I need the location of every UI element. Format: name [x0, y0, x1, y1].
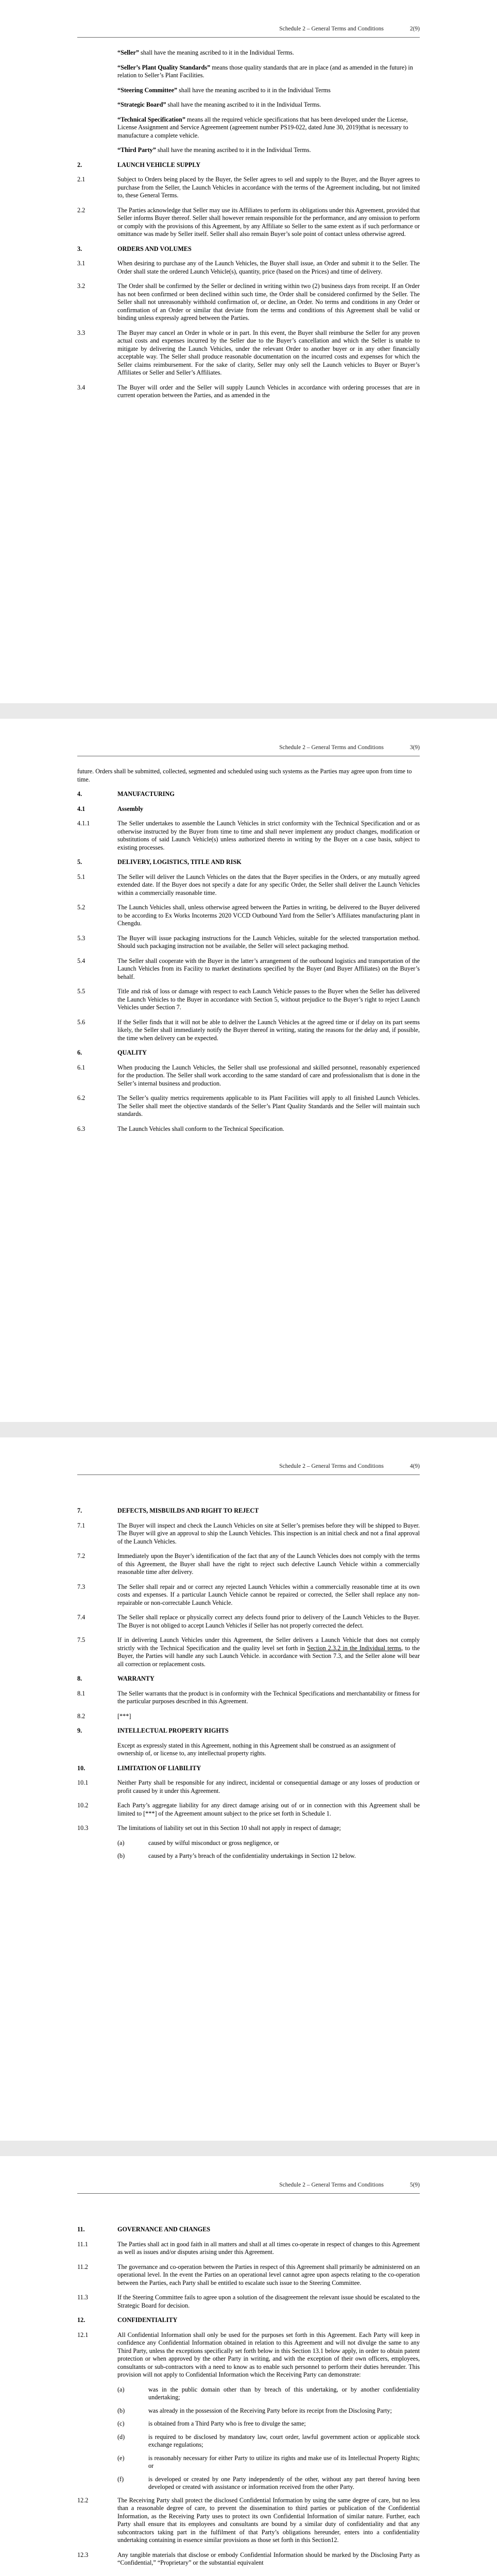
clause: 3.4 The Buyer will order and the Seller will supply Launch Vehicles in accordance with ordering processes that are in current operation between the Parties, and as amended in the	[77, 383, 420, 399]
section-heading: 11. GOVERNANCE AND CHANGES	[77, 2226, 211, 2233]
definition: “Strategic Board” shall have the meaning ascribed to it in the Individual Terms.	[117, 101, 321, 108]
section-heading: 2. LAUNCH VEHICLE SUPPLY	[77, 161, 201, 168]
section-reference: Section 2.3.2 in the Individual terms	[307, 1644, 402, 1652]
section-heading: 3. ORDERS AND VOLUMES	[77, 245, 192, 252]
page-body	[77, 2226, 420, 2574]
list-item: (c) is obtained from a Third Party who is free to divulge the same;	[117, 2420, 306, 2427]
clause: 11.2 The governance and co-operation between the Parties in respect of this Agreement shall primarily be administered on an operational level. In the event the Parties on an operational level cannot agree upon aspects relating to the co-operation between the Parties, each Party shall be entitled to escalate such issue to the Steering Committee.	[77, 2263, 420, 2286]
header-title: Schedule 2 – General Terms and Conditions	[279, 1463, 384, 1469]
clause: 7.1 The Buyer will inspect and check the Launch Vehicles on site at Seller’s premises before they will be shipped to Buyer. The Buyer will give an approval to ship the Launch Vehicles. This inspection is an initial check and not a final approval of the Launch Vehicles.	[77, 1521, 420, 1545]
continued-text: future. Orders shall be submitted, collected, segmented and scheduled using such systems as the Parties may agree upon from time to time.	[77, 768, 412, 783]
subsection-heading: 4.1 Assembly	[77, 805, 144, 812]
header-rule	[77, 2193, 420, 2194]
clause: 5.5 Title and risk of loss or damage with respect to each Launch Vehicle passes to the Buyer when the Seller has delivered the Launch Vehicles to the Buyer in accordance with Section 5, without prejudice to the Buyer’s right to reject Launch Vehicles under Section 7.	[77, 988, 420, 1011]
page-gap	[0, 703, 497, 719]
clause: 10.3 The limitations of liability set out in this Section 10 shall not apply in respect of damage;	[77, 1824, 341, 1832]
section-heading: 8. WARRANTY	[77, 1675, 155, 1682]
header-title: Schedule 2 – General Terms and Conditions	[279, 26, 384, 32]
clause: 12.2 The Receiving Party shall protect the disclosed Confidential Information by using the same degree of care, but no less than a reasonable degree of care, to prevent the dissemination to third parties or publication of the Confidential Information, as the Receiving Party uses to protect its own Confidential Information of similar nature. Further, each Party shall ensure that its employees and consultants are bound by a similar duty of confidentiality and that any subcontractors taking part in the fulfilment of that Party’s obligations hereunder, enters into a confidentiality undertaking containing in essence similar provisions as those set forth in this Section12.	[77, 2496, 420, 2544]
section-heading: 9. INTELLECTUAL PROPERTY RIGHTS	[77, 1727, 229, 1734]
section-heading: 5. DELIVERY, LOGISTICS, TITLE AND RISK	[77, 858, 242, 866]
clause: 7.2 Immediately upon the Buyer’s identification of the fact that any of the Launch Vehicles does not comply with the terms of this Agreement, the Buyer shall have the right to reject such defective Launch Vehicle within a commercially reasonable time after delivery.	[77, 1552, 420, 1575]
clause: 6.1 When producing the Launch Vehicles, the Seller shall use professional and skilled personnel, reasonably experienced for the production. The Seller shall work according to the same standard of care and professionalism that is done in the Seller’s internal business and production.	[77, 1063, 420, 1087]
page-header	[77, 2182, 420, 2188]
clause: 7.4 The Seller shall replace or physically correct any defects found prior to delivery of the Launch Vehicles to the Buyer. The Buyer is not obliged to accept Launch Vehicles if Seller has not properly corrected the defect.	[77, 1614, 420, 1629]
page-number: 2(9)	[409, 26, 420, 32]
clause: 5.4 The Seller shall cooperate with the Buyer in the latter’s arrangement of the outbound logistics and transportation of the Launch Vehicles from its Facility to market destinations specified by the Buyer (and Buyer Affiliates) on the Buyer’s behalf.	[77, 957, 420, 980]
clause: 10.1 Neither Party shall be responsible for any indirect, incidental or consequential damage or any losses of production or profit caused by it under this Agreement.	[77, 1779, 420, 1794]
list-item: (d) is required to be disclosed by mandatory law, court order, lawful government action or applicable stock exchange regulations;	[117, 2433, 420, 2448]
clause: 3.1 When desiring to purchase any of the Launch Vehicles, the Buyer shall issue, an Order and submit it to the Seller. The Order shall state the ordered Launch Vehicle(s), quantity, price (based on the Prices) and time of delivery.	[77, 260, 420, 275]
list-item: (b) caused by a Party’s breach of the confidentiality undertakings in Section 12 below.	[117, 1852, 356, 1859]
clause-text: Except as expressly stated in this Agreement, nothing in this Agreement shall be construed as an assignment of ownership of, or license to, any intellectual property rights.	[117, 1741, 396, 1757]
section-heading: 4. MANUFACTURING	[77, 790, 175, 798]
page-number: 4(9)	[409, 1463, 420, 1469]
definition: “Seller” shall have the meaning ascribed to it in the Individual Terms.	[117, 49, 294, 56]
clause: 2.1 Subject to Orders being placed by the Buyer, the Seller agrees to sell and supply to the Buyer, and the Buyer agrees to purchase from the Seller, the Launch Vehicles in accordance with the terms of the Agreement including, but not limited to, these General Terms.	[77, 176, 420, 199]
section-heading: 7. DEFECTS, MISBUILDS AND RIGHT TO REJECT	[77, 1507, 259, 1514]
page-header	[77, 1463, 420, 1469]
page-gap	[0, 2141, 497, 2156]
clause: 8.1 The Seller warrants that the product is in conformity with the Technical Specifications and merchantability or fitness for the particular purposes described in this Agreement.	[77, 1689, 420, 1705]
definition: “Steering Committee” shall have the meaning ascribed to it in the Individual Terms	[117, 86, 331, 94]
document-page-3	[0, 719, 497, 1422]
page-gap	[0, 1422, 497, 1437]
clause: 10.2 Each Party’s aggregate liability for any direct damage arising out of or in connection with this Agreement shall be limited to [***] of the Agreement amount subject to the price set forth in Schedule 1.	[77, 1802, 420, 1817]
clause: 3.3 The Buyer may cancel an Order in whole or in part. In this event, the Buyer shall reimburse the Seller for any proven actual costs and expenses incurred by the Seller due to the Buyer’s cancellation and which the Seller is unable to mitigate by delivering the Launch Vehicles, under the relevant Order to another buyer or in any other financially acceptable way. The Seller shall produce reasonable documentation on the incurred costs and expenses for which the Seller claims reimbursement. For the sake of clarity, Seller may only sell the Launch vehicles to Buyer or Buyer’s Affiliates or Seller and Seller’s Affiliates.	[77, 329, 420, 376]
clause: 12.1 All Confidential Information shall only be used for the purposes set forth in this Agreement. Each Party will keep in confidence any Confidential Information obtained in relation to this Agreement and will not divulge the same to any Third Party, unless the exceptions specifically set forth below in this Section 13.1 below apply, in order to obtain patent protection or when approved by the other Party in writing, and with the exception of their own officers, employees, consultants or sub-contractors with a need to know as to enable such personnel to perform their duties hereunder. This provision will not apply to Confidential Information which the Receiving Party can demonstrate:	[77, 2331, 420, 2378]
header-rule	[77, 37, 420, 38]
clause: 8.2 [***]	[77, 1712, 131, 1720]
clause: 11.1 The Parties shall act in good faith in all matters and shall at all times co-operate in respect of changes to this Agreement as well as issues and/or disputes arising under this Agreement.	[77, 2240, 420, 2256]
page-number: 5(9)	[409, 2182, 420, 2188]
page-body	[77, 49, 420, 406]
header-title: Schedule 2 – General Terms and Conditions	[279, 2182, 384, 2188]
clause: 11.3 If the Steering Committee fails to agree upon a solution of the disagreement the relevant issue should be escalated to the Strategic Board for decision.	[77, 2294, 420, 2309]
clause: 5.1 The Seller will deliver the Launch Vehicles on the dates that the Buyer specifies in the Orders, or any mutually agreed extended date. If the Buyer does not specify a date for any specific Order, the Seller shall deliver the Launch Vehicles within a commercially reasonable time.	[77, 873, 420, 896]
clause: 6.3 The Launch Vehicles shall conform to the Technical Specification.	[77, 1125, 284, 1132]
page-number: 3(9)	[409, 744, 420, 751]
clause: 6.2 The Seller’s quality metrics requirements applicable to its Plant Facilities will apply to all finished Launch Vehicles. The Seller shall meet the objective standards of the Seller’s Plant Quality Standards and the Seller will maintain such standards.	[77, 1094, 420, 1117]
clause: 4.1.1 The Seller undertakes to assemble the Launch Vehicles in strict conformity with the Technical Specification and or as otherwise instructed by the Buyer from time to time and shall never implement any product changes, modification or substitutions of said Launch Vehicle(s) unless authorized thereto in writing by the Buyer on a case basis, subject to existing processes.	[77, 820, 420, 851]
list-item: (b) was already in the possession of the Receiving Party before its receipt from the Disclosing Party;	[117, 2406, 392, 2414]
clause: 5.2 The Launch Vehicles shall, unless otherwise agreed between the Parties in writing, be delivered to the Buyer delivered to be according to Ex Works Incoterms 2020 VCCD Outbound Yard from the Seller’s Affiliates manufacturing plant in Chengdu.	[77, 904, 420, 927]
section-heading: 12. CONFIDENTIALITY	[77, 2316, 178, 2324]
list-item: (e) is reasonably necessary for either Party to utilize its rights and make use of its Intellectual Property Rights; or	[117, 2454, 420, 2469]
clause: 12.3 Any tangible materials that disclose or embody Confidential Information should be marked by the Disclosing Party as “Confidential,” “Proprietary” or the substantial equivalent	[77, 2551, 420, 2566]
list-item: (f) is developed or created by one Party independently of the other, without any part thereof having been developed or created with assistance or information received from the other Party.	[117, 2475, 420, 2490]
list-item: (a) was in the public domain other than by breach of this undertaking, or by another confidentiality undertaking;	[117, 2385, 420, 2401]
section-heading: 6. QUALITY	[77, 1049, 147, 1056]
document-page-4	[0, 1437, 497, 2141]
list-item: (a) caused by wilful misconduct or gross negligence, or	[117, 1839, 279, 1846]
clause: 2.2 The Parties acknowledge that Seller may use its Affiliates to perform its obligations under this Agreement, provided that Seller informs Buyer thereof. Seller shall however remain responsible for the performance, and any omission to perform or comply with the provisions of this Agreement, by any Affiliate so Seller to the same extent as if such performance or omittance was made by Seller itself. Seller shall also remain Buyer’s sole point of contact unless otherwise agreed.	[77, 206, 420, 238]
definition: “Seller’s Plant Quality Standards” means those quality standards that are in place (and as amended in the future) in relation to Seller’s Plant Facilities.	[117, 63, 413, 79]
clause: 7.5 If in delivering Launch Vehicles under this Agreement, the Seller delivers a Launch Vehicle that does not comply strictly with the Technical Specification and the quality level set forth in Section 2.3.2 in the Individual terms, to the Buyer, the Parties will handle any such Launch Vehicle. in accordance with Section 7.3, and the Seller alone will bear all correction or replacement costs.	[77, 1636, 420, 1668]
page-body	[77, 768, 420, 1140]
document-page-5	[0, 2156, 497, 2576]
clause: 3.2 The Order shall be confirmed by the Seller or declined in writing within two (2) business days from receipt. If an Order has not been confirmed or been declined within such time, the Order shall be considered confirmed by the Seller. The Seller shall not unreasonably withhold confirmation of, or decline, an Order. No terms and conditions in any Order or confirmation of an Order or similar that deviate from the terms and conditions of this Agreement shall be valid or binding unless expressly agreed between the Parties.	[77, 282, 420, 321]
page-header	[77, 26, 420, 32]
section-heading: 10. LIMITATION OF LIABILITY	[77, 1764, 201, 1772]
clause: 7.3 The Seller shall repair and or correct any rejected Launch Vehicles within a commercially reasonable time at its own costs and expenses. If a particular Launch Vehicle cannot be repaired or corrected, the Seller shall replace any non-repairable or non-correctable Launch Vehicle.	[77, 1583, 420, 1606]
page-body	[77, 1507, 420, 1866]
page-header	[77, 744, 420, 751]
header-title: Schedule 2 – General Terms and Conditions	[279, 744, 384, 751]
document-page-2	[0, 0, 497, 703]
definition: “Technical Specification” means all the required vehicle specifications that has been developed under the License, License Assignment and Service Agreement (agreement number PS19-022, dated June 30, 2019)that is necessary to manufacture a complete vehicle.	[117, 115, 408, 139]
definition: “Third Party” shall have the meaning ascribed to it in the Individual Terms.	[117, 146, 311, 154]
clause: 5.6 If the Seller finds that it will not be able to deliver the Launch Vehicles at the agreed time or if delay on its part seems likely, the Seller shall immediately notify the Buyer thereof in writing, stating the reasons for the delay and, if possible, the time when delivery can be expected.	[77, 1018, 420, 1042]
clause: 5.3 The Buyer will issue packaging instructions for the Launch Vehicles, suitable for the selected transportation method. Should such packaging instruction not be available, the Seller will select packaging method.	[77, 934, 420, 950]
